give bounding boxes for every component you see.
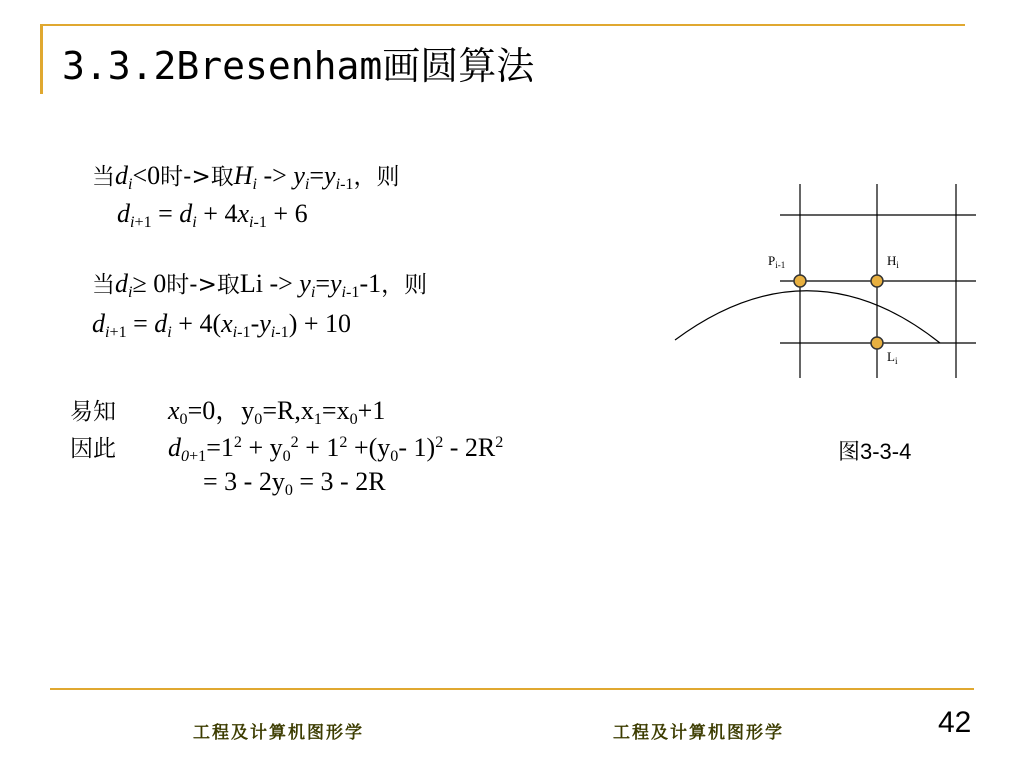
initial-d-formula: 因此 $d_{0+1}=1^2 + y_0^2 + 1^2 +(y_0-$ $1)^2 - 2R^2$ [70,433,504,465]
case1-then: ，则 [353,164,400,190]
point-h [871,275,883,287]
therefore-label: 因此 [70,436,116,462]
case2-mid: 时->取 [166,272,240,298]
case1-formula: $d_{i+1} = d_i + 4x_{i-1} + 6$ [117,199,308,231]
footer-left-text: 工程及计算机图形学 [193,723,364,743]
case1-mid: 时->取 [160,164,234,190]
case2-then: ，则 [381,272,428,298]
case2-prefix: 当 [92,272,115,298]
title-rule [40,24,965,26]
circle-arc [675,291,940,343]
known-label: 易知 [70,399,116,425]
case2-condition: 当$d_i\ge 0$时->取$Li -> y_i=y_{i-1}-1$，则 [92,269,428,301]
label-h: $H_i$ [887,253,899,270]
point-p [794,275,806,287]
case2-formula: $d_{i+1} = d_i + 4(x_{i-1}-y_{i-1}) + 10$ [92,309,352,341]
figure-caption: 图3-3-4 [838,439,912,464]
footer-right-text: 工程及计算机图形学 [613,723,784,743]
page-number: 42 [938,706,972,739]
case1-condition: 当$d_i<0$时->取$H_i -> y_i=y_{i-1}$，则 [92,161,400,193]
initial-d-result: = $3 - 2y_0 = 3 - 2R$ [203,467,386,499]
initial-values: 易知 $x_0=0$，$y_0=R,x_1=x_0+1$ [70,396,386,428]
title-accent-bar [40,24,43,94]
grid-figure [660,175,980,385]
point-l [871,337,883,349]
case1-prefix: 当 [92,164,115,190]
label-l: $L_i$ [887,349,898,366]
slide-title: 3.3.2Bresenham画圆算法 [62,44,535,88]
label-p: $P_{i-1}$ [768,253,786,270]
footer-rule [50,688,974,690]
